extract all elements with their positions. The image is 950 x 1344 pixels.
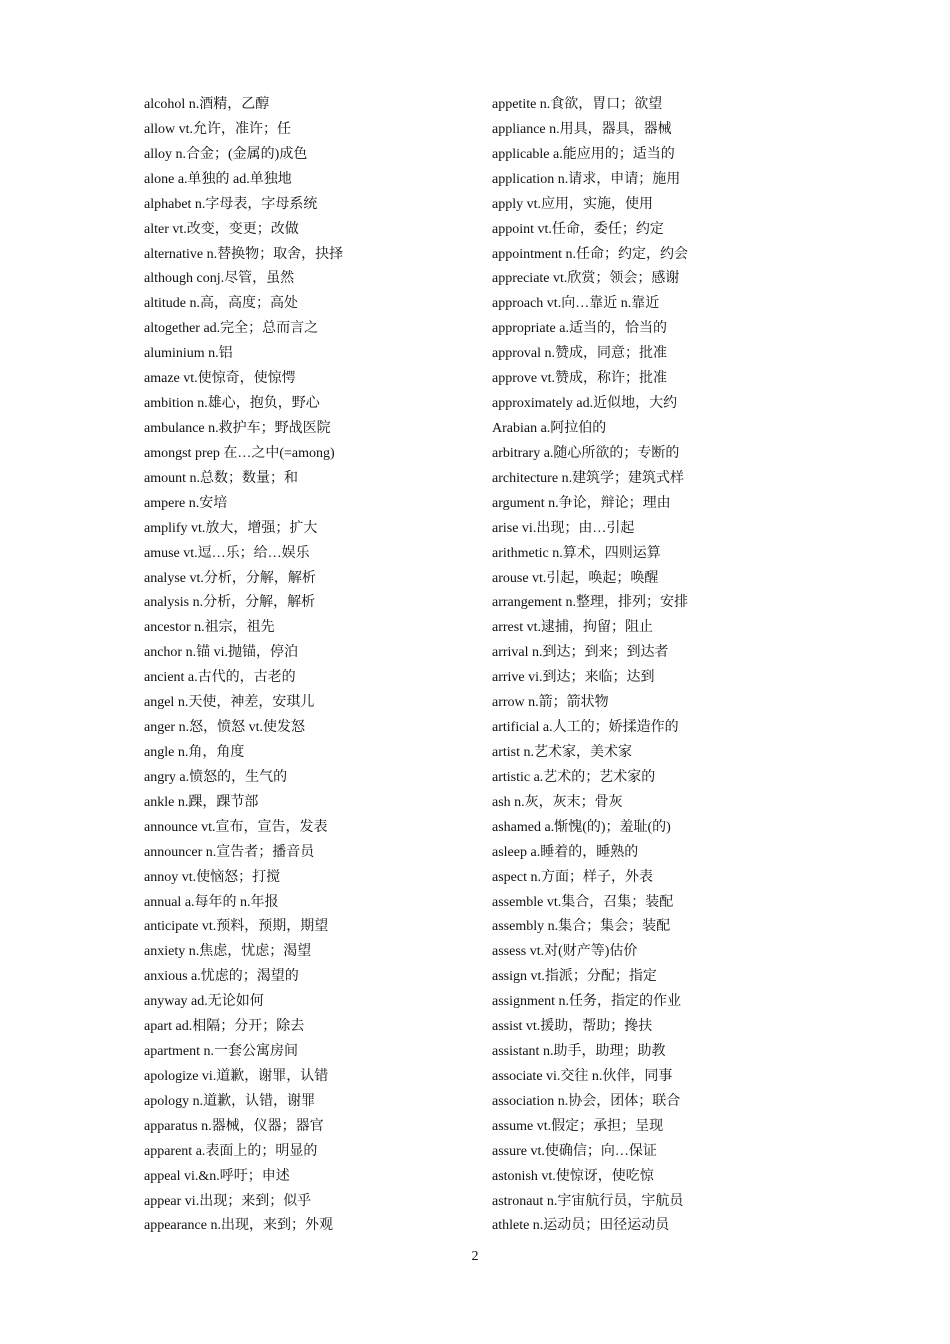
vocabulary-entry: application n.请求，申请；施用 [492, 171, 681, 187]
vocabulary-entry: appreciate vt.欣赏；领会；感谢 [492, 271, 680, 287]
vocabulary-entry: apparent a.表面上的；明显的 [144, 1143, 318, 1159]
vocabulary-entry: angry a.愤怒的，生气的 [144, 769, 288, 785]
vocabulary-entry: arrival n.到达；到来；到达者 [492, 645, 669, 661]
vocabulary-column-left [144, 93, 464, 1239]
vocabulary-entry: angle n.角，角度 [144, 744, 245, 760]
vocabulary-entry: ankle n.踝，踝节部 [144, 794, 259, 810]
vocabulary-entry: argument n.争论，辩论；理由 [492, 495, 671, 511]
vocabulary-entry: amplify vt.放大，增强；扩大 [144, 520, 318, 536]
vocabulary-entry: Arabian a.阿拉伯的 [492, 420, 607, 436]
vocabulary-entry: apartment n.一套公寓房间 [144, 1044, 298, 1060]
vocabulary-entry: alone a.单独的 ad.单独地 [144, 171, 292, 187]
vocabulary-entry: assemble vt.集合，召集；装配 [492, 894, 674, 910]
vocabulary-entry: amongst prep 在…之中(=among) [144, 445, 335, 461]
vocabulary-entry: approve vt.赞成，称许；批准 [492, 371, 667, 387]
vocabulary-entry: apologize vi.道歉，谢罪，认错 [144, 1068, 329, 1084]
vocabulary-entry: approach vt.向…靠近 n.靠近 [492, 296, 660, 312]
vocabulary-entry: arise vi.出现；由…引起 [492, 520, 635, 536]
vocabulary-entry: approval n.赞成，同意；批准 [492, 346, 667, 362]
vocabulary-entry: anger n.怒，愤怒 vt.使发怒 [144, 720, 305, 736]
vocabulary-entry: appoint vt.任命，委任；约定 [492, 221, 664, 237]
vocabulary-entry: amount n.总数；数量；和 [144, 470, 298, 486]
vocabulary-entry: approximately ad.近似地，大约 [492, 396, 678, 412]
vocabulary-entry: appropriate a.适当的，恰当的 [492, 321, 667, 337]
vocabulary-entry: analyse vt.分析，分解，解析 [144, 570, 316, 586]
vocabulary-entry: association n.协会，团体；联合 [492, 1093, 681, 1109]
vocabulary-entry: anyway ad.无论如何 [144, 994, 264, 1010]
vocabulary-entry: aspect n.方面；样子，外表 [492, 869, 653, 885]
vocabulary-entry: angel n.天使，神差，安琪儿 [144, 695, 315, 711]
vocabulary-entry: artist n.艺术家，美术家 [492, 744, 632, 760]
vocabulary-entry: altogether ad.完全；总而言之 [144, 321, 319, 337]
vocabulary-entry: arrow n.箭；箭状物 [492, 695, 609, 711]
vocabulary-entry: altitude n.高，高度；高处 [144, 296, 298, 312]
vocabulary-entry: ancestor n.祖宗，祖先 [144, 620, 275, 636]
vocabulary-entry: announce vt.宣布，宣告，发表 [144, 819, 328, 835]
vocabulary-entry: arbitrary a.随心所欲的；专断的 [492, 445, 680, 461]
vocabulary-entry: astonish vt.使惊讶，使吃惊 [492, 1168, 654, 1184]
vocabulary-entry: ashamed a.惭愧(的)；羞耻(的) [492, 819, 671, 835]
vocabulary-entry: apart ad.相隔；分开；除去 [144, 1019, 305, 1035]
vocabulary-entry: annoy vt.使恼怒；打搅 [144, 869, 281, 885]
vocabulary-entry: appear vi.出现；来到；似乎 [144, 1193, 312, 1209]
vocabulary-entry: ash n.灰，灰末；骨灰 [492, 794, 623, 810]
vocabulary-entry: alphabet n.字母表，字母系统 [144, 196, 318, 212]
vocabulary-entry: annual a.每年的 n.年报 [144, 894, 279, 910]
vocabulary-entry: alloy n.合金；(金属的)成色 [144, 146, 308, 162]
vocabulary-entry: apology n.道歉，认错，谢罪 [144, 1093, 316, 1109]
vocabulary-entry: assign vt.指派；分配；指定 [492, 969, 657, 985]
vocabulary-entry: asleep a.睡着的，睡熟的 [492, 844, 639, 860]
vocabulary-entry: allow vt.允许，准许；任 [144, 121, 291, 137]
vocabulary-entry: analysis n.分析，分解，解析 [144, 595, 316, 611]
vocabulary-entry: athlete n.运动员；田径运动员 [492, 1218, 670, 1234]
vocabulary-entry: appetite n.食欲，胃口；欲望 [492, 97, 663, 112]
vocabulary-entry: ampere n.安培 [144, 495, 228, 511]
vocabulary-entry: assess vt.对(财产等)估价 [492, 944, 638, 960]
vocabulary-entry: anxious a.忧虑的；渴望的 [144, 969, 299, 985]
vocabulary-entry: apparatus n.器械，仪器；器官 [144, 1118, 324, 1134]
vocabulary-entry: astronaut n.宇宙航行员，宇航员 [492, 1193, 684, 1209]
vocabulary-entry: assignment n.任务，指定的作业 [492, 994, 681, 1010]
vocabulary-entry: anticipate vt.预料，预期，期望 [144, 919, 329, 935]
vocabulary-entry: appliance n.用具，器具，器械 [492, 121, 672, 137]
vocabulary-entry: ambition n.雄心，抱负，野心 [144, 396, 320, 412]
vocabulary-entry: amuse vt.逗…乐；给…娱乐 [144, 545, 310, 561]
vocabulary-entry: alter vt.改变，变更；改做 [144, 221, 299, 237]
vocabulary-entry: arithmetic n.算术，四则运算 [492, 545, 661, 561]
vocabulary-entry: appeal vi.&n.呼吁；申述 [144, 1168, 290, 1184]
vocabulary-entry: aluminium n.铝 [144, 346, 233, 362]
vocabulary-entry: anxiety n.焦虑，忧虑；渴望 [144, 944, 312, 960]
vocabulary-entry: alcohol n.酒精，乙醇 [144, 97, 270, 112]
vocabulary-entry: associate vi.交往 n.伙伴，同事 [492, 1068, 673, 1084]
vocabulary-entry: assist vt.援助，帮助；搀扶 [492, 1019, 653, 1035]
vocabulary-entry: ambulance n.救护车；野战医院 [144, 420, 331, 436]
vocabulary-entry: apply vt.应用，实施，使用 [492, 196, 653, 212]
vocabulary-entry: arrive vi.到达；来临；达到 [492, 670, 655, 686]
vocabulary-entry: artistic a.艺术的；艺术家的 [492, 769, 656, 785]
vocabulary-column-right [492, 93, 822, 1239]
vocabulary-entry: arrest vt.逮捕，拘留；阻止 [492, 620, 653, 636]
vocabulary-entry: arrangement n.整理，排列；安排 [492, 595, 688, 611]
vocabulary-entry: assistant n.助手，助理；助教 [492, 1044, 666, 1060]
vocabulary-entry: although conj.尽管，虽然 [144, 271, 295, 287]
vocabulary-entry: amaze vt.使惊奇，使惊愕 [144, 371, 296, 387]
vocabulary-entry: ancient a.古代的，古老的 [144, 670, 296, 686]
vocabulary-entry: assure vt.使确信；向…保证 [492, 1143, 657, 1159]
vocabulary-entry: arouse vt.引起，唤起；唤醒 [492, 570, 659, 586]
vocabulary-entry: assume vt.假定；承担；呈现 [492, 1118, 664, 1134]
vocabulary-entry: appointment n.任命；约定，约会 [492, 246, 688, 262]
page-number: 2 [471, 1249, 479, 1264]
vocabulary-entry: artificial a.人工的；娇揉造作的 [492, 720, 679, 736]
vocabulary-entry: applicable a.能应用的；适当的 [492, 146, 675, 162]
vocabulary-entry: alternative n.替换物；取舍，抉择 [144, 246, 344, 262]
vocabulary-entry: appearance n.出现，来到；外观 [144, 1218, 333, 1234]
vocabulary-entry: announcer n.宣告者；播音员 [144, 844, 315, 860]
vocabulary-entry: anchor n.锚 vi.抛锚，停泊 [144, 645, 298, 661]
vocabulary-entry: assembly n.集合；集会；装配 [492, 919, 671, 935]
vocabulary-entry: architecture n.建筑学；建筑式样 [492, 470, 685, 486]
